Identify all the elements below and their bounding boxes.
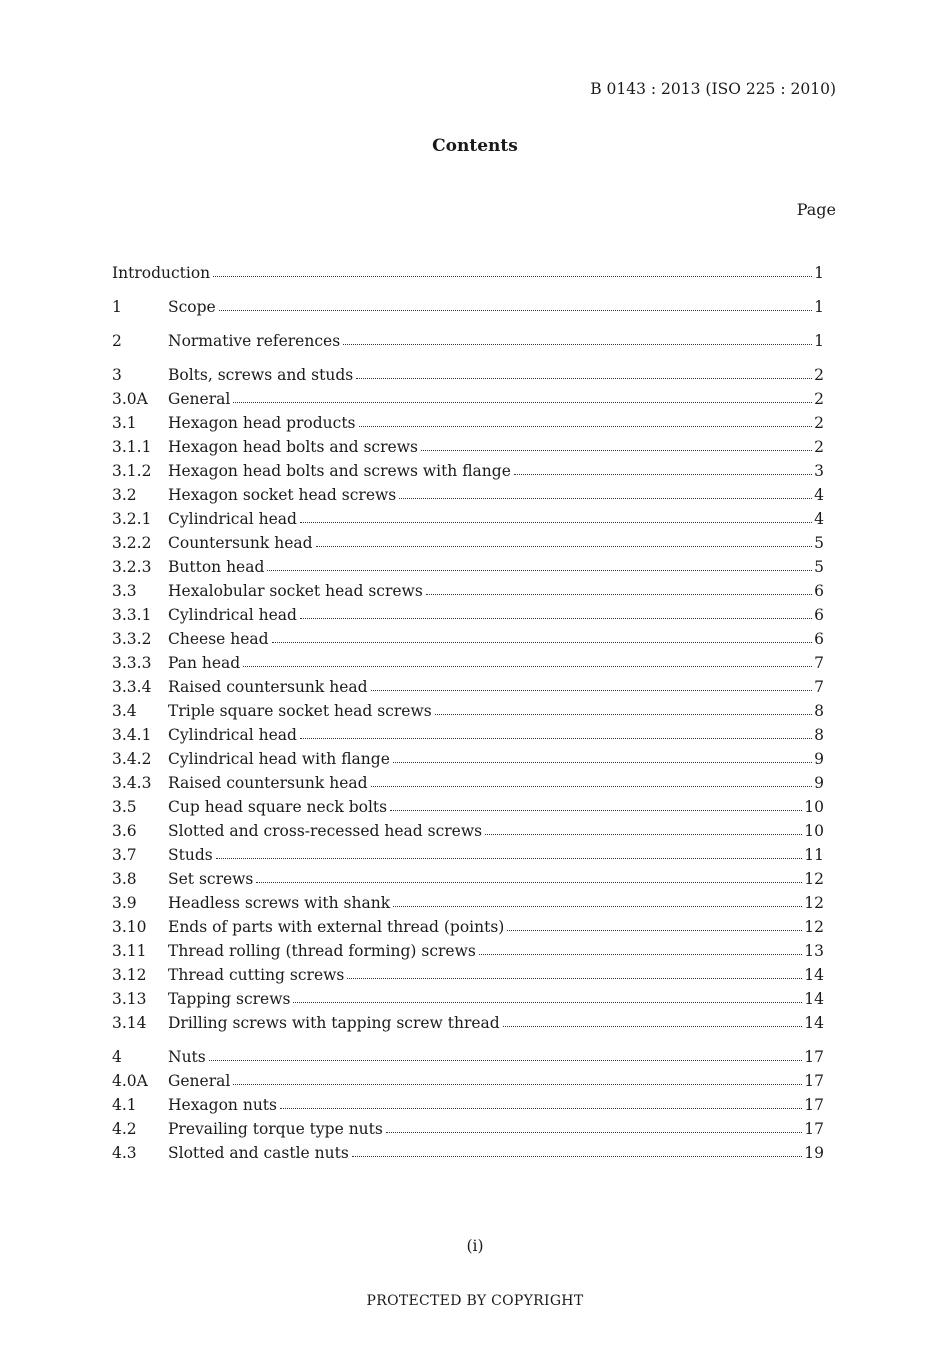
toc-entry[interactable] xyxy=(112,462,824,486)
toc-entry[interactable] xyxy=(112,798,824,822)
toc-entry-page: 1 xyxy=(814,332,824,350)
toc-entry-page: 1 xyxy=(814,298,824,316)
toc-entry-label: Nuts xyxy=(168,1048,206,1066)
toc-dot-leader xyxy=(507,930,802,931)
toc-entry[interactable] xyxy=(112,630,824,654)
toc-entry-page: 12 xyxy=(804,894,824,912)
toc-entry[interactable] xyxy=(112,606,824,630)
toc-entry[interactable] xyxy=(112,942,824,966)
toc-entry-label: Hexagon nuts xyxy=(168,1096,277,1114)
toc-entry[interactable] xyxy=(112,1072,824,1096)
toc-dot-leader xyxy=(386,1132,802,1133)
toc-entry-label: General xyxy=(168,1072,231,1090)
toc-entry-page: 6 xyxy=(814,582,824,600)
toc-dot-leader xyxy=(233,402,812,403)
toc-dot-leader xyxy=(371,786,813,787)
toc-entry-label: Bolts, screws and studs xyxy=(168,366,354,384)
toc-entry-page: 1 xyxy=(814,264,824,282)
toc-entry[interactable] xyxy=(112,966,824,990)
toc-entry-number: 3.2 xyxy=(112,486,137,504)
page-title: Contents xyxy=(432,136,518,156)
toc-entry-page: 4 xyxy=(814,486,824,504)
toc-entry-page: 2 xyxy=(814,438,824,456)
toc-dot-leader xyxy=(243,666,812,667)
toc-entry-page: 7 xyxy=(814,678,824,696)
toc-entry-label: Countersunk head xyxy=(168,534,313,552)
toc-entry-label: Hexagon head bolts and screws with flange xyxy=(168,462,511,480)
toc-entry-page: 8 xyxy=(814,726,824,744)
toc-entry-page: 12 xyxy=(804,918,824,936)
toc-entry-label: Hexagon socket head screws xyxy=(168,486,397,504)
toc-entry-page: 2 xyxy=(814,390,824,408)
toc-dot-leader xyxy=(256,882,802,883)
toc-entry-label: Headless screws with shank xyxy=(168,894,391,912)
copyright-notice: PROTECTED BY COPYRIGHT xyxy=(366,1293,584,1309)
toc-entry-page: 3 xyxy=(814,462,824,480)
toc-entry[interactable] xyxy=(112,510,824,534)
toc-entry-page: 5 xyxy=(814,558,824,576)
toc-entry[interactable] xyxy=(112,582,824,606)
toc-entry-page: 4 xyxy=(814,510,824,528)
toc-entry-number: 3.3.2 xyxy=(112,630,152,648)
toc-entry-label: Scope xyxy=(168,298,216,316)
toc-entry[interactable] xyxy=(112,332,824,356)
toc-entry-page: 13 xyxy=(804,942,824,960)
toc-entry[interactable] xyxy=(112,918,824,942)
toc-entry-number: 3.8 xyxy=(112,870,137,888)
toc-entry-page: 10 xyxy=(804,798,824,816)
toc-entry-page: 19 xyxy=(804,1144,824,1162)
toc-entry-number: 3.4.2 xyxy=(112,750,152,768)
toc-entry-number: 3.9 xyxy=(112,894,137,912)
toc-entry-number: 3.1.2 xyxy=(112,462,152,480)
toc-entry[interactable] xyxy=(112,750,824,774)
toc-entry-label: Slotted and cross-recessed head screws xyxy=(168,822,483,840)
toc-dot-leader xyxy=(393,906,802,907)
toc-entry-page: 7 xyxy=(814,654,824,672)
toc-entry-number: 3.1.1 xyxy=(112,438,152,456)
toc-dot-leader xyxy=(300,618,812,619)
toc-entry-number: 3.13 xyxy=(112,990,147,1008)
toc-entry[interactable] xyxy=(112,894,824,918)
table-of-contents xyxy=(112,264,824,1168)
toc-dot-leader xyxy=(485,834,802,835)
toc-dot-leader xyxy=(347,978,802,979)
toc-entry-label: Slotted and castle nuts xyxy=(168,1144,349,1162)
toc-entry-label: Cylindrical head xyxy=(168,606,297,624)
toc-entry[interactable] xyxy=(112,726,824,750)
toc-entry[interactable] xyxy=(112,534,824,558)
toc-entry[interactable] xyxy=(112,1014,824,1038)
toc-entry-number: 3.12 xyxy=(112,966,147,984)
toc-dot-leader xyxy=(300,738,812,739)
toc-entry-page: 11 xyxy=(804,846,824,864)
toc-entry[interactable] xyxy=(112,486,824,510)
toc-dot-leader xyxy=(359,426,813,427)
toc-dot-leader xyxy=(343,344,812,345)
toc-dot-leader xyxy=(435,714,812,715)
toc-entry-number: 3.3 xyxy=(112,582,137,600)
toc-entry-page: 12 xyxy=(804,870,824,888)
toc-entry-number: 3.2.2 xyxy=(112,534,152,552)
toc-entry-label: Cup head square neck bolts xyxy=(168,798,388,816)
toc-entry-number: 2 xyxy=(112,332,122,350)
toc-dot-leader xyxy=(219,310,812,311)
toc-entry-page: 6 xyxy=(814,630,824,648)
toc-entry-number: 3.5 xyxy=(112,798,137,816)
toc-entry[interactable] xyxy=(112,438,824,462)
toc-entry-page: 9 xyxy=(814,774,824,792)
toc-entry[interactable] xyxy=(112,846,824,870)
toc-entry-number: 4.3 xyxy=(112,1144,137,1162)
toc-entry[interactable] xyxy=(112,390,824,414)
toc-entry-number: 3.10 xyxy=(112,918,147,936)
toc-dot-leader xyxy=(479,954,802,955)
toc-entry[interactable] xyxy=(112,774,824,798)
toc-dot-leader xyxy=(356,378,812,379)
toc-dot-leader xyxy=(352,1156,802,1157)
toc-dot-leader xyxy=(393,762,812,763)
toc-entry-number: 3.4.3 xyxy=(112,774,152,792)
footer-page-number: (i) xyxy=(466,1237,484,1255)
toc-entry-label: Studs xyxy=(168,846,213,864)
toc-entry-page: 14 xyxy=(804,966,824,984)
toc-entry-page: 17 xyxy=(804,1048,824,1066)
toc-entry-page: 17 xyxy=(804,1120,824,1138)
toc-entry-number: 3.6 xyxy=(112,822,137,840)
toc-entry-number: 4 xyxy=(112,1048,122,1066)
toc-dot-leader xyxy=(514,474,812,475)
toc-entry-page: 9 xyxy=(814,750,824,768)
toc-dot-leader xyxy=(399,498,812,499)
toc-entry-label: Prevailing torque type nuts xyxy=(168,1120,383,1138)
toc-entry[interactable] xyxy=(112,822,824,846)
toc-entry-label: Thread rolling (thread forming) screws xyxy=(168,942,476,960)
toc-entry-label: Drilling screws with tapping screw thread xyxy=(168,1014,500,1032)
toc-entry-label: General xyxy=(168,390,231,408)
toc-dot-leader xyxy=(426,594,812,595)
toc-entry-page: 17 xyxy=(804,1072,824,1090)
toc-entry-number: 3.1 xyxy=(112,414,137,432)
toc-entry-label: Button head xyxy=(168,558,265,576)
toc-entry-number: 3.2.3 xyxy=(112,558,152,576)
toc-dot-leader xyxy=(390,810,802,811)
toc-entry-page: 5 xyxy=(814,534,824,552)
toc-dot-leader xyxy=(209,1060,803,1061)
toc-dot-leader xyxy=(280,1108,802,1109)
toc-entry[interactable] xyxy=(112,366,824,390)
toc-entry-label: Pan head xyxy=(168,654,241,672)
toc-entry[interactable] xyxy=(112,678,824,702)
toc-dot-leader xyxy=(267,570,812,571)
toc-entry-number: 4.2 xyxy=(112,1120,137,1138)
toc-entry-number: 3.3.1 xyxy=(112,606,152,624)
toc-entry-number: 3.0A xyxy=(112,390,148,408)
toc-dot-leader xyxy=(272,642,813,643)
toc-entry-label: Raised countersunk head xyxy=(168,774,368,792)
toc-dot-leader xyxy=(371,690,813,691)
toc-entry-number: 3.2.1 xyxy=(112,510,152,528)
toc-entry-label: Hexagon head bolts and screws xyxy=(168,438,418,456)
toc-entry[interactable] xyxy=(112,298,824,322)
toc-entry[interactable] xyxy=(112,990,824,1014)
toc-dot-leader xyxy=(503,1026,803,1027)
toc-entry[interactable] xyxy=(112,558,824,582)
toc-entry-page: 10 xyxy=(804,822,824,840)
toc-entry-page: 2 xyxy=(814,366,824,384)
toc-entry-label: Cheese head xyxy=(168,630,269,648)
toc-entry-label: Triple square socket head screws xyxy=(168,702,432,720)
toc-entry-label: Cylindrical head xyxy=(168,726,297,744)
toc-entry-label: Cylindrical head xyxy=(168,510,297,528)
toc-dot-leader xyxy=(216,858,803,859)
toc-entry[interactable] xyxy=(112,870,824,894)
toc-entry-number: 3.7 xyxy=(112,846,137,864)
toc-entry-label: Raised countersunk head xyxy=(168,678,368,696)
toc-entry-label: Hexagon head products xyxy=(168,414,356,432)
toc-entry-page: 2 xyxy=(814,414,824,432)
toc-entry-number: 3.14 xyxy=(112,1014,147,1032)
toc-entry[interactable] xyxy=(112,654,824,678)
toc-entry[interactable] xyxy=(112,1096,824,1120)
toc-entry[interactable] xyxy=(112,1048,824,1072)
standard-code: B 0143 : 2013 (ISO 225 : 2010) xyxy=(590,80,836,98)
toc-dot-leader xyxy=(300,522,812,523)
toc-entry-number: 4.0A xyxy=(112,1072,148,1090)
toc-entry-page: 14 xyxy=(804,1014,824,1032)
toc-entry-page: 14 xyxy=(804,990,824,1008)
toc-entry-label: Introduction xyxy=(112,264,211,282)
toc-dot-leader xyxy=(293,1002,802,1003)
toc-entry[interactable] xyxy=(112,264,824,288)
toc-entry-label: Tapping screws xyxy=(168,990,291,1008)
toc-entry-number: 3 xyxy=(112,366,122,384)
toc-dot-leader xyxy=(233,1084,802,1085)
page-column-label: Page xyxy=(796,200,836,219)
toc-entry-label: Ends of parts with external thread (points) xyxy=(168,918,505,936)
toc-dot-leader xyxy=(213,276,812,277)
toc-entry-number: 3.4 xyxy=(112,702,137,720)
toc-entry-page: 6 xyxy=(814,606,824,624)
toc-entry-label: Hexalobular socket head screws xyxy=(168,582,423,600)
toc-entry-page: 8 xyxy=(814,702,824,720)
toc-entry-number: 4.1 xyxy=(112,1096,137,1114)
toc-entry-number: 3.11 xyxy=(112,942,147,960)
toc-entry[interactable] xyxy=(112,414,824,438)
toc-dot-leader xyxy=(316,546,813,547)
toc-entry[interactable] xyxy=(112,702,824,726)
toc-entry-number: 3.3.4 xyxy=(112,678,152,696)
toc-entry-page: 17 xyxy=(804,1096,824,1114)
toc-entry-label: Normative references xyxy=(168,332,341,350)
toc-entry-label: Thread cutting screws xyxy=(168,966,345,984)
toc-entry-number: 3.4.1 xyxy=(112,726,152,744)
toc-entry-number: 1 xyxy=(112,298,122,316)
toc-entry-number: 3.3.3 xyxy=(112,654,152,672)
toc-entry[interactable] xyxy=(112,1120,824,1144)
toc-entry-label: Cylindrical head with flange xyxy=(168,750,390,768)
toc-dot-leader xyxy=(421,450,812,451)
toc-entry[interactable] xyxy=(112,1144,824,1168)
toc-entry-label: Set screws xyxy=(168,870,254,888)
